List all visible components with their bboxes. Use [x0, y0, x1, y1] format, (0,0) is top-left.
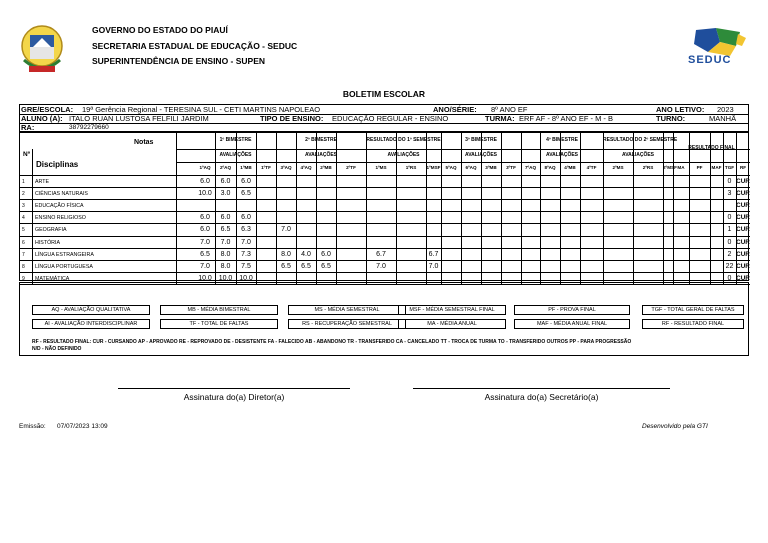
subcol-header: 2ºMS	[612, 165, 624, 170]
anoserie-value: 8º ANO EF	[491, 105, 528, 114]
row-number: 9	[22, 275, 25, 282]
subcol-header: 5ºAQ	[445, 165, 457, 170]
emissao-label: Emissão:	[19, 423, 46, 430]
subject-name: ENSINO RELIGIOSO	[35, 215, 86, 222]
subcol-header: 6ºAQ	[465, 165, 477, 170]
header-rf: RESULTADO FINAL	[688, 145, 735, 151]
subcol-header: RF	[739, 165, 747, 170]
header-rs1-avaliacoes: AVALIAÇÕES	[387, 152, 420, 158]
grade-cell: CUR	[736, 238, 750, 246]
row-number: 7	[22, 251, 25, 258]
subcol-header: TGF	[724, 165, 735, 170]
subcol-header: 1ºMB	[240, 165, 252, 170]
grade-cell: 10.0	[239, 274, 253, 282]
header-b3: 3º BIMESTRE	[465, 137, 497, 143]
grade-cell: 0	[727, 178, 732, 185]
header-superintendence: SUPERINTENDÊNCIA DE ENSINO - SUPEN	[92, 56, 266, 66]
grade-cell: 22	[725, 262, 734, 270]
grade-cell: 8.0	[220, 250, 231, 258]
subcol-header: MAF	[711, 165, 722, 170]
subject-name: LÍNGUA PORTUGUESA	[35, 263, 93, 270]
grade-cell: 6.0	[200, 226, 210, 234]
legend-item: MS - MÉDIA SEMESTRAL	[288, 305, 406, 315]
subcol-header: 2ºTF	[346, 165, 356, 170]
gre-label: GRE/ESCOLA:	[21, 105, 74, 114]
n-label: Nº	[23, 151, 31, 158]
grade-cell: 7.0	[200, 238, 210, 246]
grade-cell: 7.5	[241, 262, 251, 270]
row-number: 3	[22, 203, 25, 210]
header-b3-avaliacoes: AVALIAÇÕES	[464, 152, 498, 158]
anoletivo-value: 2023	[717, 105, 734, 114]
grade-cell: 7.3	[241, 250, 251, 258]
subject-name: EDUCAÇÃO FÍSICA	[35, 203, 84, 210]
disciplinas-label: Disciplinas	[36, 160, 79, 169]
legend-item: RF - RESULTADO FINAL	[642, 319, 744, 329]
grade-cell: CUR	[736, 178, 750, 185]
row-number: 5	[22, 227, 25, 234]
subcol-header: PF	[696, 165, 703, 170]
grade-cell: 6.0	[241, 214, 251, 222]
header-b1: 1º BIMESTRE	[219, 137, 252, 143]
grade-cell: CUR	[736, 202, 750, 210]
grade-cell: 7.0	[241, 238, 251, 246]
grade-cell: 2	[727, 250, 732, 258]
grade-cell: 8.0	[281, 250, 291, 258]
subcol-header: 4ºMB	[564, 165, 576, 170]
grade-cell: 6.0	[220, 178, 231, 185]
page-title: BOLETIM ESCOLAR	[342, 89, 426, 99]
grade-cell: 1	[727, 226, 732, 234]
header-rs2: RESULTADO DO 2º SEMESTRE	[603, 137, 678, 143]
subcol-header: 4ºAQ	[300, 165, 312, 170]
grade-cell: CUR	[736, 226, 750, 234]
legend-item: RS - RECUPERAÇÃO SEMESTRAL	[288, 319, 406, 329]
grade-cell: 7.0	[428, 262, 439, 270]
subcol-header: 4ºTF	[586, 165, 597, 170]
rf-legend-text-2: N/D - NÃO DEFINIDO	[32, 346, 82, 352]
subcol-header: 8ºAQ	[544, 165, 556, 170]
grade-cell: CUR	[736, 262, 750, 270]
ra-label: RA:	[21, 123, 35, 132]
header-b1-avaliacoes: AVALIAÇÕES	[219, 152, 252, 158]
grade-cell: 6.0	[321, 250, 331, 258]
subcol-header: MA	[677, 165, 685, 170]
header-government: GOVERNO DO ESTADO DO PIAUÍ	[92, 25, 228, 35]
grade-cell: 7.0	[220, 238, 231, 246]
row-number: 8	[22, 263, 25, 270]
director-signature-line	[118, 388, 350, 389]
legend-item: AI - AVALIAÇÃO INTERDISCIPLINAR	[32, 319, 150, 329]
anoserie-label: ANO/SÉRIE:	[433, 105, 477, 114]
subcol-header: 2ºAQ	[219, 165, 232, 170]
grades-table	[19, 132, 749, 281]
grade-cell: 0	[727, 214, 732, 222]
row-number: 2	[22, 191, 25, 198]
legend-item: PF - PROVA FINAL	[514, 305, 630, 315]
student-info	[19, 104, 749, 132]
grade-cell: 6.7	[376, 250, 386, 258]
developer-credit: Desenvolvido pela GTI	[642, 423, 708, 430]
header-b2: 2º BIMESTRE	[305, 137, 337, 143]
legend-item: AQ - AVALIAÇÃO QUALITATIVA	[32, 305, 150, 315]
grade-cell: 0	[727, 274, 732, 282]
subject-name: MATEMÁTICA	[35, 275, 70, 282]
grade-cell: CUR	[736, 214, 750, 222]
turma-label: TURMA:	[485, 114, 515, 123]
grade-cell: CUR	[736, 250, 750, 258]
header-rs1: RESULTADO DO 1º SEMESTRE	[366, 137, 441, 143]
grade-cell: 6.5	[301, 262, 311, 270]
grade-cell: 4.0	[301, 250, 311, 258]
grade-cell: 6.5	[220, 226, 231, 234]
header-secretariat: SECRETARIA ESTADUAL DE EDUCAÇÃO - SEDUC	[92, 41, 298, 51]
turma-value: ERF AF - 8º ANO EF - M - B	[519, 114, 613, 123]
turno-value: MANHÃ	[709, 114, 737, 123]
grade-cell: 8.0	[220, 262, 231, 270]
grade-cell: 10.0	[198, 190, 212, 198]
emissao-value: 07/07/2023 13:09	[57, 423, 108, 430]
grade-cell: 3.0	[220, 190, 231, 198]
header-b2-avaliacoes: AVALIAÇÕES	[304, 152, 338, 158]
subcol-header: 3ºAQ	[280, 165, 292, 170]
subcol-header: 1ºAQ	[199, 165, 211, 170]
subject-name: GEOGRAFIA	[35, 227, 67, 234]
subject-name: ARTE	[35, 179, 50, 185]
subcol-header: 1ºTF	[261, 165, 271, 170]
grade-cell: 6.5	[200, 250, 210, 258]
rf-legend-text: RF - RESULTADO FINAL: CUR - CURSANDO AP - APROVADO RE - REPROVADO DE - DESISTENTE FA - FALECIDO AB - ABANDONO TR - TRANSFERIDO CA - CANCELADO TT - TROCA DE TURMA TO - TRANSFERIDO OUTROS PP - PARA PROGRESSÃO	[32, 339, 632, 345]
subcol-header: 1ºMSF	[426, 165, 441, 170]
grade-cell: CUR	[736, 274, 750, 282]
secretary-signature-line	[413, 388, 670, 389]
legend-item: MSF - MÉDIA SEMESTRAL FINAL	[398, 305, 506, 315]
subcol-header: 2ºMB	[320, 165, 332, 170]
subcol-header: 2ºRS	[642, 165, 654, 170]
row-number: 4	[22, 215, 25, 222]
subcol-header: 1ºRS	[405, 165, 417, 170]
aluno-value: ITALO RUAN LUSTOSA FELFILI JARDIM	[69, 114, 209, 123]
grade-cell: 7.0	[281, 226, 291, 234]
anoletivo-label: ANO LETIVO:	[656, 105, 705, 114]
grade-cell: 10.0	[198, 274, 212, 282]
grade-cell: 3	[727, 190, 732, 198]
grade-cell: 6.5	[241, 190, 251, 198]
subject-name: CIÊNCIAS NATURAIS	[35, 191, 88, 198]
grade-cell: 7.0	[376, 262, 386, 270]
grade-cell: 7.0	[200, 262, 210, 270]
legend-item: TGF - TOTAL GERAL DE FALTAS	[642, 305, 744, 315]
tipo-value: EDUCAÇÃO REGULAR - ENSINO	[332, 114, 449, 123]
legend-item: MA - MÉDIA ANUAL	[398, 319, 506, 329]
grade-cell: 6.3	[241, 226, 251, 234]
subcol-header: 1ºMS	[375, 165, 387, 170]
director-signature-label: Assinatura do(a) Diretor(a)	[183, 392, 285, 402]
legend-item: MB - MÉDIA BIMESTRAL	[160, 305, 278, 315]
grade-cell: 6.0	[241, 178, 251, 185]
subcol-header: 7ºAQ	[524, 165, 537, 170]
grade-cell: CUR	[736, 190, 750, 198]
grade-cell: 0	[727, 238, 732, 246]
grade-cell: 6.0	[220, 214, 231, 222]
legend-panel	[19, 282, 749, 356]
subcol-header: 3ºMB	[485, 165, 497, 170]
row-number: 6	[22, 239, 25, 246]
legend-item: MAF - MÉDIA ANUAL FINAL	[514, 319, 630, 329]
gre-value: 19ª Gerência Regional - TERESINA SUL - CETI MARTINS NAPOLEAO	[82, 105, 321, 114]
subject-name: LÍNGUA ESTRANGEIRA	[35, 251, 94, 258]
grade-cell: 10.0	[218, 274, 233, 282]
grade-cell: 6.5	[321, 262, 331, 270]
header-b4-avaliacoes: AVALIAÇÕES	[545, 152, 579, 158]
tipo-label: TIPO DE ENSINO:	[260, 114, 324, 123]
header-rs2-avaliacoes: AVALIAÇÕES	[621, 152, 655, 158]
row-number: 1	[22, 179, 25, 185]
grade-cell: 6.5	[281, 262, 291, 270]
subject-name: HISTÓRIA	[35, 239, 61, 246]
state-seal-logo	[17, 20, 67, 78]
notas-label: Notas	[134, 139, 154, 146]
seduc-logo-text: SEDUC	[688, 54, 732, 66]
grade-cell: 6.7	[428, 250, 439, 258]
ra-value: 38792279660	[69, 124, 109, 131]
grade-cell: 6.0	[200, 214, 210, 222]
subcol-header: 3ºTF	[506, 165, 516, 170]
legend-item: TF - TOTAL DE FALTAS	[160, 319, 278, 329]
aluno-label: ALUNO (A):	[21, 114, 63, 123]
secretary-signature-label: Assinatura do(a) Secretário(a)	[484, 392, 599, 402]
turno-label: TURNO:	[656, 114, 686, 123]
grade-cell: 6.0	[200, 178, 210, 185]
subcol-header: 2ºMSF	[663, 165, 677, 170]
header-b4: 4º BIMESTRE	[546, 137, 578, 143]
